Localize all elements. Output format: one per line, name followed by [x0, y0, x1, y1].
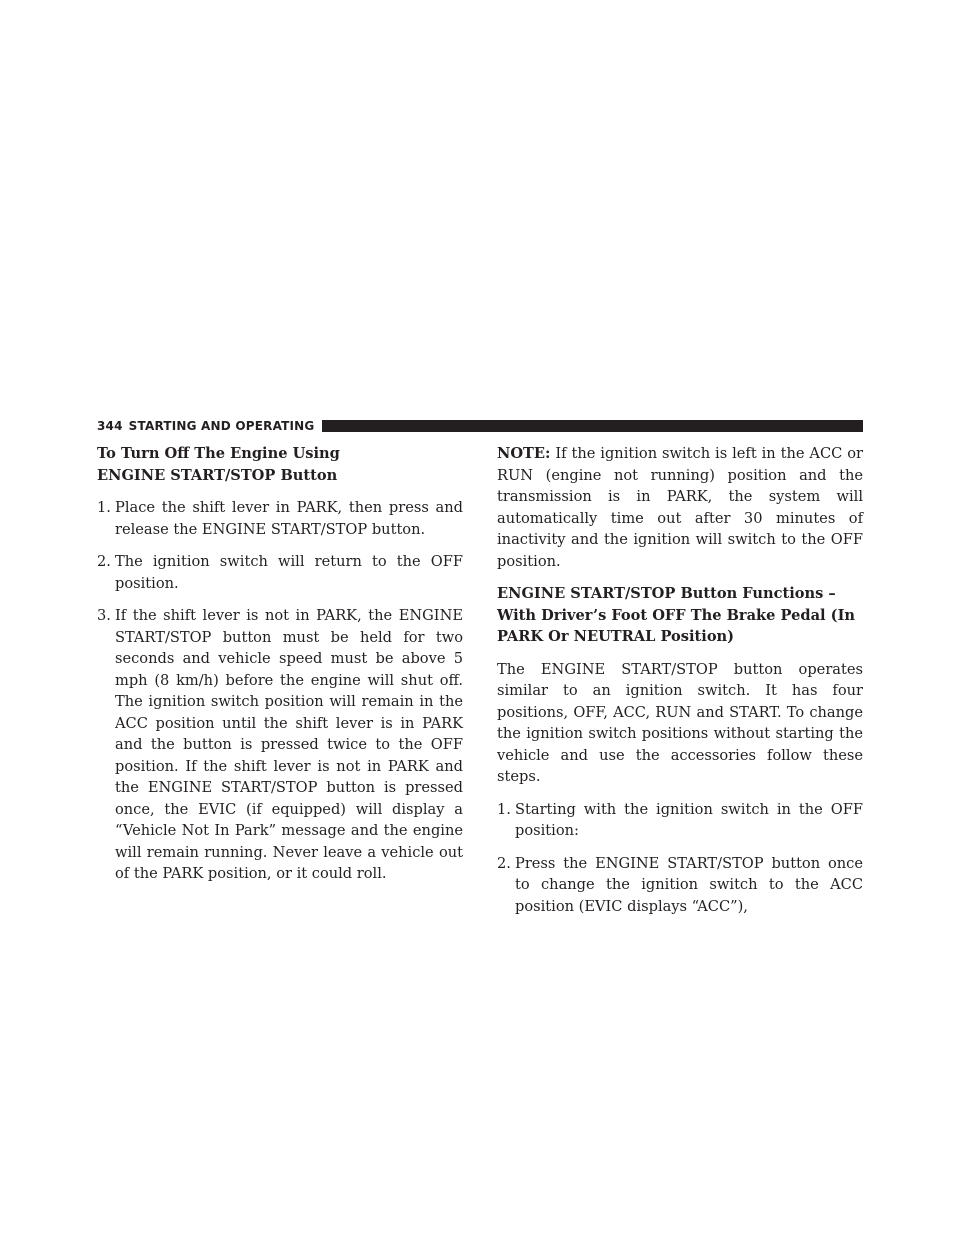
- button-functions-heading: ENGINE START/STOP Button Functions – With Driver’s Foot OFF The Brake Pedal (In PARK Or NEUTRAL Position): [497, 585, 856, 645]
- ignition-steps-list: [497, 799, 863, 918]
- step-number: 2.: [97, 553, 111, 570]
- list-item: [497, 799, 863, 842]
- note-text: If the ignition switch is left in the ACC or RUN (engine not running) position and the transmission is in PARK, the system will automatically time out after 30 minutes of inactivity and the ignition will switch to the OFF position.: [497, 445, 863, 570]
- list-item: [497, 853, 863, 918]
- button-functions-paragraph: The ENGINE START/STOP button operates similar to an ignition switch. It has four positions, OFF, ACC, RUN and START. To change the ignition switch positions without starting the vehicle and use the accessories follow these steps.: [497, 660, 863, 785]
- step-text: If the shift lever is not in PARK, the ENGINE START/STOP button must be held for two seconds and vehicle speed must be above 5 mph (8 km/h) before the engine will shut off. The ignition switch position will remain in the ACC position until the shift lever is in PARK and the button is pressed twice to the OFF position. If the shift lever is not in PARK and the ENGINE START/STOP button is pressed once, the EVIC (if equipped) will display a “Vehicle Not In Park” message and the engine will remain running. Never leave a vehicle out of the PARK position, or it could roll.: [115, 607, 463, 882]
- step-number: 2.: [497, 854, 511, 872]
- step-text: The ignition switch will return to the OFF position.: [115, 553, 463, 592]
- list-item: [97, 551, 463, 594]
- step-number: 3.: [97, 607, 111, 624]
- list-item: [97, 605, 463, 885]
- step-number: 1.: [497, 800, 511, 818]
- step-text: Starting with the ignition switch in the OFF position:: [515, 800, 863, 839]
- note-label: NOTE:: [497, 445, 551, 462]
- step-text: Place the shift lever in PARK, then press and release the ENGINE START/STOP button.: [115, 499, 463, 538]
- note-paragraph: [497, 443, 863, 572]
- turn-off-engine-heading: To Turn Off The Engine Using ENGINE START/STOP Button: [97, 445, 340, 484]
- step-number: 1.: [97, 499, 111, 516]
- turn-off-steps-list: [97, 497, 463, 885]
- left-column: [97, 443, 463, 896]
- page-number: 344: [97, 418, 123, 433]
- step-text: Press the ENGINE START/STOP button once to change the ignition switch to the ACC position (EVIC displays “ACC”),: [515, 854, 863, 915]
- right-column: [497, 443, 863, 928]
- section-title: STARTING AND OPERATING: [128, 418, 315, 433]
- header-rule: [322, 420, 863, 432]
- list-item: [97, 497, 463, 540]
- page-header: [97, 418, 863, 433]
